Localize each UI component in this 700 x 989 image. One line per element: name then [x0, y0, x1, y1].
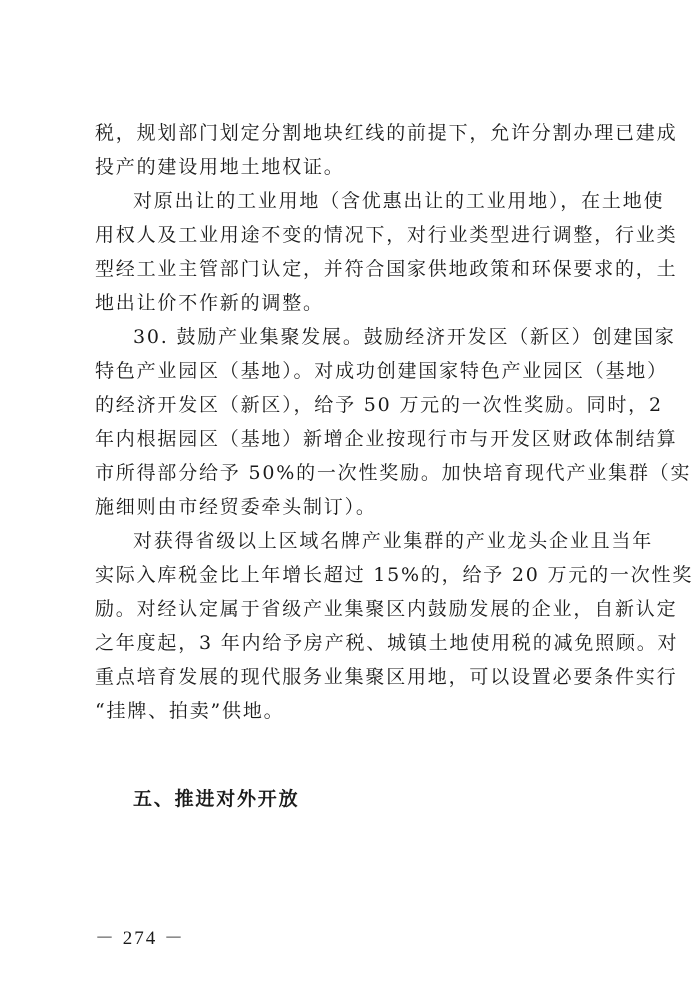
- text-line: 之年度起，3 年内给予房产税、城镇土地使用税的减免照顾。对: [95, 632, 679, 654]
- body-text: [95, 116, 694, 728]
- text-line: 实际入库税金比上年增长超过 15%的，给予 20 万元的一次性奖: [95, 564, 694, 586]
- text-line: 施细则由市经贸委牵头制订）。: [95, 496, 377, 518]
- page-number: － 274 －: [95, 928, 186, 949]
- text-line: 用权人及工业用途不变的情况下，对行业类型进行调整，行业类: [95, 224, 678, 246]
- section-heading: 五、推进对外开放: [133, 788, 300, 810]
- text-line: 型经工业主管部门认定，并符合国家供地政策和环保要求的，土: [95, 258, 678, 280]
- text-line: 励。对经认定属于省级产业集聚区内鼓励发展的企业，自新认定: [95, 598, 678, 620]
- paragraph-start-line: 对获得省级以上区域名牌产业集群的产业龙头企业且当年: [133, 530, 654, 552]
- text-line: 地出让价不作新的调整。: [95, 292, 324, 314]
- text-line: 的经济开发区（新区），给予 50 万元的一次性奖励。同时，2: [95, 394, 663, 416]
- text-line: 重点培育发展的现代服务业集聚区用地，可以设置必要条件实行: [95, 666, 678, 688]
- text-line: 投产的建设用地土地权证。: [95, 156, 345, 178]
- text-line: 年内根据园区（基地）新增企业按现行市与开发区财政体制结算: [95, 428, 678, 450]
- text-line: 特色产业园区（基地）。对成功创建国家特色产业园区（基地）: [95, 360, 668, 382]
- paragraph-start-line: 30. 鼓励产业集聚发展。鼓励经济开发区（新区）创建国家: [133, 326, 676, 348]
- text-line: “挂牌、拍卖”供地。: [95, 700, 285, 722]
- text-line: 市所得部分给予 50%的一次性奖励。加快培育现代产业集群（实: [95, 462, 692, 484]
- paragraph-start-line: 对原出让的工业用地（含优惠出让的工业用地），在土地使: [133, 190, 665, 212]
- text-line: 税，规划部门划定分割地块红线的前提下，允许分割办理已建成: [95, 122, 678, 144]
